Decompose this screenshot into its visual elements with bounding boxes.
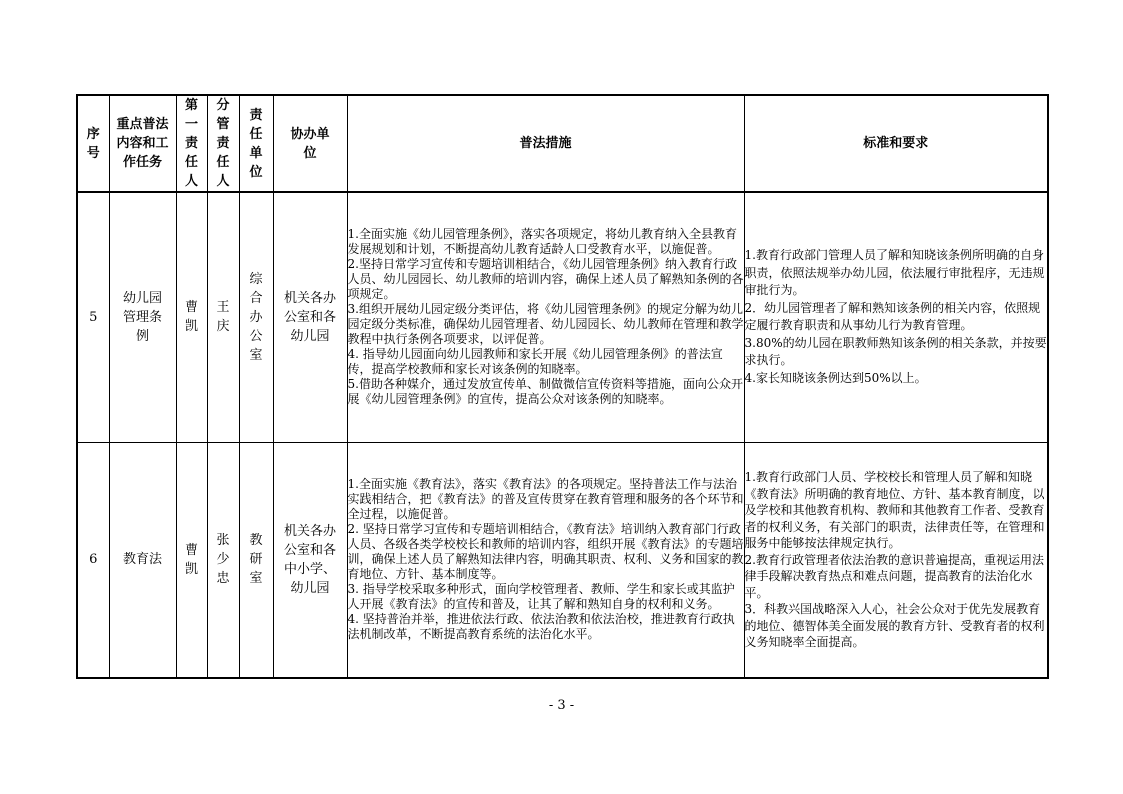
measure-item: 4. 指导幼儿园面向幼儿园教师和家长开展《幼儿园管理条例》的普法宣传，提高学校教师和家长对该条例的知晓率。 bbox=[347, 347, 723, 377]
measure-item: 1.全面实施《教育法》，落实《教育法》的各项规定。坚持普法工作与法治实践相结合，把《教育法》的普及宣传贯穿在教育管理和服务的各个环节和全过程，以施促普。 bbox=[347, 477, 744, 522]
standard-item: 4.家长知晓该条例达到50%以上。 bbox=[744, 370, 927, 385]
row-assist: 机关各办公室和各中小学、幼儿园 bbox=[273, 442, 347, 678]
row-measures bbox=[347, 442, 744, 678]
standard-item: 1.教育行政部门人员、学校校长和管理人员了解和知晓《教育法》所明确的教育地位、方针、基本教育制度，以及学校和其他教育机构、教师和其他教育工作者、受教育者的权利义务，有关部门的职责，法律责任等，在管理和服务中能够按法律规定执行。 bbox=[744, 470, 1045, 550]
header-row bbox=[77, 95, 1048, 192]
header-standards: 标准和要求 bbox=[744, 95, 1048, 192]
row-assist: 机关各办公室和各幼儿园 bbox=[273, 192, 347, 442]
standard-item: 2．幼儿园管理者了解和熟知该条例的相关内容，依照规定履行教育职责和从事幼儿行为教育管理。 bbox=[744, 300, 1041, 333]
measure-item: 3. 指导学校采取多种形式，面向学校管理者、教师、学生和家长或其监护人开展《教育法》的宣传和普及，让其了解和熟知自身的权利和义务。 bbox=[347, 582, 735, 612]
measure-item: 3.组织开展幼儿园定级分类评估，将《幼儿园管理条例》的规定分解为幼儿园定级分类标准，确保幼儿园管理者、幼儿园园长、幼儿教师在管理和教学教程中执行条例各项要求，以评促普。 bbox=[347, 302, 744, 347]
measure-item: 2. 坚持日常学习宣传和专题培训相结合，《教育法》培训纳入教育部门行政人员、各级各类学校校长和教师的培训内容，组织开展《教育法》的专题培训，确保上述人员了解熟知法律内容，明确其职责、权利、义务和国家的教育地位、方针、基本制度等。 bbox=[347, 522, 744, 582]
row-standards bbox=[744, 192, 1048, 442]
row-sub-resp: 张少忠 bbox=[207, 442, 239, 678]
measure-item: 1.全面实施《幼儿园管理条例》，落实各项规定，将幼儿教育纳入全县教育发展规划和计划，不断提高幼儿教育适龄人口受教育水平，以施促普。 bbox=[347, 227, 737, 257]
header-resp-unit: 责任单位 bbox=[239, 95, 273, 192]
table-row bbox=[77, 192, 1048, 442]
row-first-resp: 曹凯 bbox=[176, 192, 207, 442]
row-seq: 5 bbox=[77, 192, 109, 442]
page-number: - 3 - bbox=[548, 698, 575, 713]
row-standards bbox=[744, 442, 1048, 678]
measure-item: 2.坚持日常学习宣传和专题培训相结合，《幼儿园管理条例》纳入教育行政人员、幼儿园园长、幼儿教师的培训内容，确保上述人员了解熟知条例的各项规定。 bbox=[347, 257, 744, 302]
standard-item: 1.教育行政部门管理人员了解和知晓该条例所明确的自身职责，依照法规举办幼儿园，依法履行审批程序，无违规审批行为。 bbox=[744, 248, 1045, 298]
header-assist: 协办单位 bbox=[273, 95, 347, 192]
law-promotion-table bbox=[76, 94, 1049, 679]
header-seq: 序号 bbox=[77, 95, 109, 192]
row-measures bbox=[347, 192, 744, 442]
standard-item: 2.教育行政管理者依法治教的意识普遍提高，重视运用法律手段解决教育热点和难点问题，提高教育的法治化水平。 bbox=[744, 552, 1044, 600]
row-resp-unit: 综合办公室 bbox=[239, 192, 273, 442]
row-content: 教育法 bbox=[109, 442, 176, 678]
row-seq: 6 bbox=[77, 442, 109, 678]
standard-item: 3．科教兴国战略深入人心，社会公众对于优先发展教育的地位、德智体美全面发展的教育方针、受教育者的权利义务知晓率全面提高。 bbox=[744, 602, 1045, 649]
measure-item: 4. 坚持普治并举，推进依法行政、依法治教和依法治校，推进教育行政执法机制改革，不断提高教育系统的法治化水平。 bbox=[347, 612, 735, 642]
header-sub-resp: 分管责任人 bbox=[207, 95, 239, 192]
row-resp-unit: 教研室 bbox=[239, 442, 273, 678]
header-first-resp: 第一责任人 bbox=[176, 95, 207, 192]
table-row bbox=[77, 442, 1048, 678]
header-measures: 普法措施 bbox=[347, 95, 744, 192]
row-content: 幼儿园管理条例 bbox=[109, 192, 176, 442]
standard-item: 3.80%的幼儿园在职教师熟知该条例的相关条款，并按要求执行。 bbox=[744, 335, 1047, 368]
row-sub-resp: 王庆 bbox=[207, 192, 239, 442]
row-first-resp: 曹凯 bbox=[176, 442, 207, 678]
measure-item: 5.借助各种媒介，通过发放宣传单、制做微信宣传资料等措施，面向公众开展《幼儿园管理条例》的宣传，提高公众对该条例的知晓率。 bbox=[347, 377, 743, 407]
header-content: 重点普法内容和工作任务 bbox=[109, 95, 176, 192]
